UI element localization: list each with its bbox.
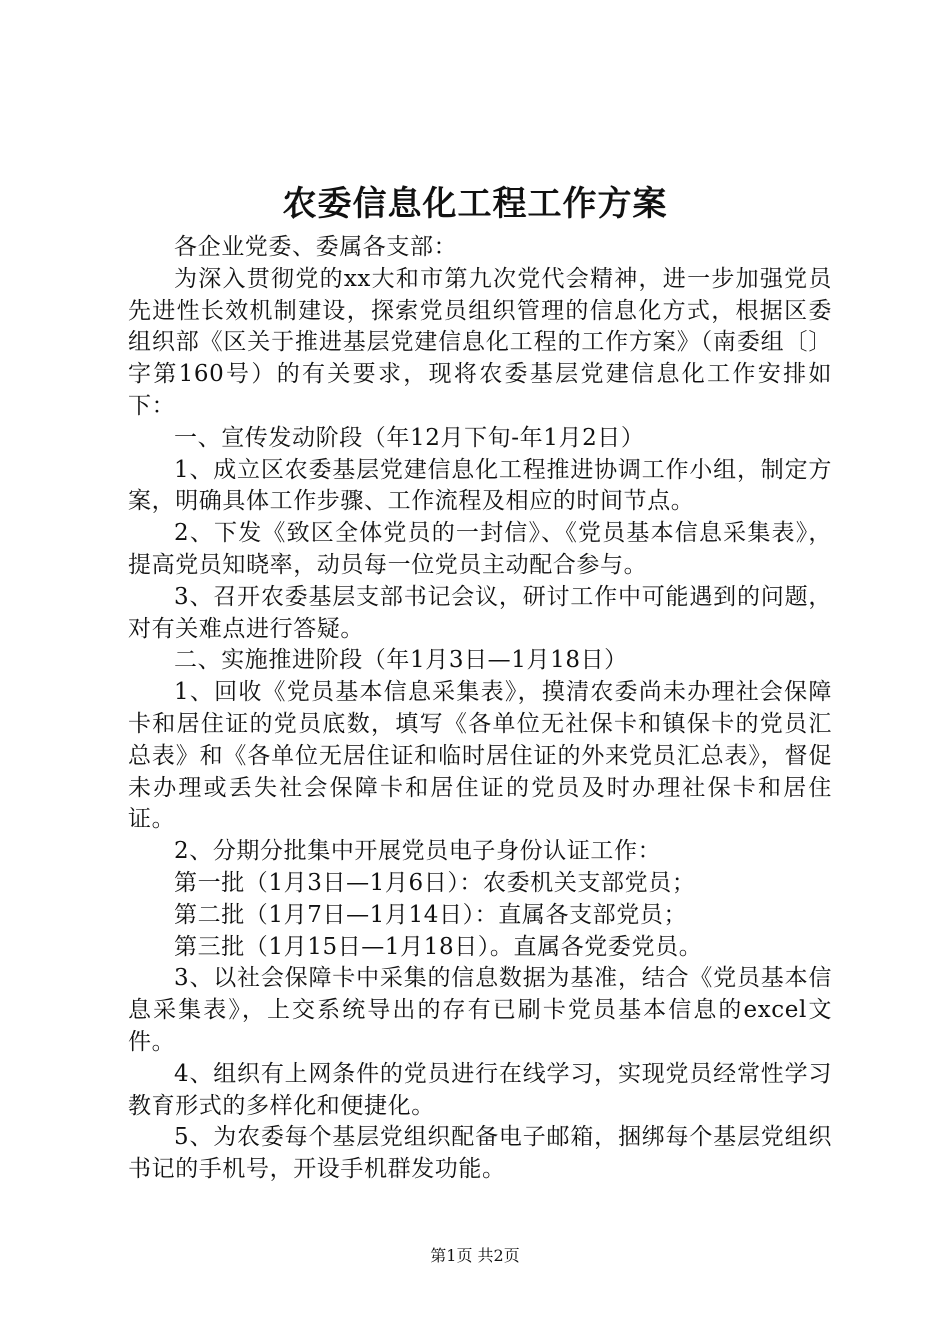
paragraph-item: 2、下发《致区全体党员的一封信》、《党员基本信息采集表》，提高党员知晓率，动员每一位党员主动配合参与。 — [128, 520, 832, 578]
paragraph-item: 1、成立区农委基层党建信息化工程推进协调工作小组，制定方案，明确具体工作步骤、工作流程及相应的时间节点。 — [128, 456, 832, 515]
paragraph-salutation: 各企业党委、委属各支部： — [174, 234, 458, 260]
section-heading-implementation: 二、实施推进阶段（年1月3日—1月18日） — [174, 647, 628, 674]
document-title: 农委信息化工程工作方案 — [282, 184, 668, 224]
batch-item: 第三批（1月15日—1月18日）。直属各党委党员。 — [174, 933, 703, 960]
section-heading-publicity: 一、宣传发动阶段（年12月下旬-年1月2日） — [174, 424, 645, 451]
paragraph-intro: 为深入贯彻党的xx大和市第九次党代会精神，进一步加强党员先进性长效机制建设，探索党员组织管理的信息化方式，根据区委组织部《区关于推进基层党建信息化工程的工作方案》（南委组〔〕字第160号）的有关要求，现将农委基层党建信息化工作安排如下： — [128, 265, 832, 419]
paragraph-item: 5、为农委每个基层党组织配备电子邮箱，捆绑每个基层党组织书记的手机号，开设手机群发功能。 — [128, 1124, 832, 1183]
batch-item: 第二批（1月7日—1月14日）：直属各支部党员； — [174, 901, 688, 928]
page-footer: 第1页 共2页 — [430, 1246, 520, 1265]
batch-item: 第一批（1月3日—1月6日）：农委机关支部党员； — [174, 869, 696, 896]
paragraph-item: 4、组织有上网条件的党员进行在线学习，实现党员经常性学习教育形式的多样化和便捷化。 — [128, 1060, 832, 1119]
document-body — [128, 232, 832, 1186]
paragraph-item: 3、以社会保障卡中采集的信息数据为基准，结合《党员基本信息采集表》，上交系统导出的存有已刷卡党员基本信息的excel文件。 — [128, 965, 832, 1055]
paragraph-item: 2、分期分批集中开展党员电子身份认证工作： — [174, 838, 662, 865]
paragraph-item: 3、召开农委基层支部书记会议，研讨工作中可能遇到的问题，对有关难点进行答疑。 — [128, 583, 832, 642]
paragraph-item: 1、回收《党员基本信息采集表》，摸清农委尚未办理社会保障卡和居住证的党员底数，填写《各单位无社保卡和镇保卡的党员汇总表》和《各单位无居住证和临时居住证的外来党员汇总表》，督促未办理或丢失社会保障卡和居住证的党员及时办理社保卡和居住证。 — [128, 679, 832, 833]
